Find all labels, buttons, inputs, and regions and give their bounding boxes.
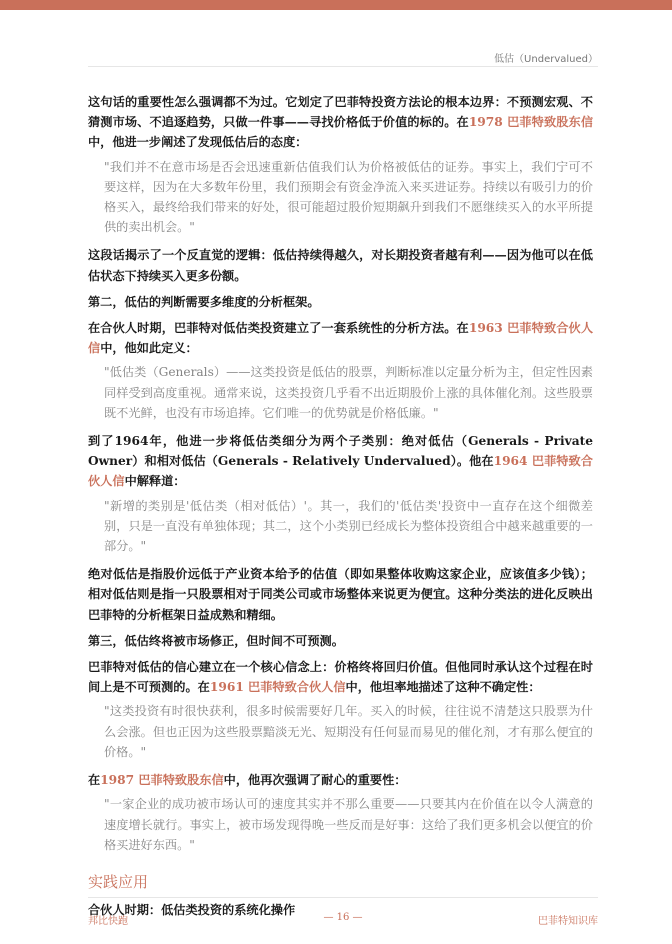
blockquote: "低估类（Generals）——这类投资是低估的股票，判断标准以定量分析为主，但定性因素同样受到高度重视。通常来说，这类投资几乎看不出近期股价上涨的具体催化剂。这些股票既不光鲜，也没有市场追捧。它们唯一的优势就是价格低廉。" (104, 365, 593, 420)
letter-link[interactable]: 1987 巴菲特致股东信 (100, 773, 224, 788)
blockquote: "新增的类别是'低估类（相对低估）'。其一，我们的'低估类'投资中一直存在这个细微差别，只是一直没有单独体现；其二，这个小类别已经成长为整体投资组合中越来越重要的一部分。" (104, 498, 593, 554)
paragraph: 第三，低估终将被市场修正，但时间不可预测。 (88, 633, 344, 648)
paragraph: 合伙人时期：低估类投资的系统化操作 (88, 902, 296, 917)
footer-divider (88, 897, 598, 898)
footer-source: 巴菲特知识库 (538, 916, 598, 927)
paragraph: 第二，低估的判断需要多维度的分析框架。 (88, 294, 320, 309)
page-number: — 16 — (323, 912, 363, 923)
paragraph: 到了1964年，他进一步将低估类细分为两个子类别：绝对低估（Generals - Private Owner）和相对低估（Generals - Relatively Undervalued）。他在1964 巴菲特致合伙人信中解释道： (88, 434, 593, 489)
paragraph: 这句话的重要性怎么强调都不为过。它划定了巴菲特投资方法论的根本边界：不预测宏观、不猜测市场、不追逐趋势，只做一件事——寻找价格低于价值的标的。在1978 巴菲特致股东信中，他进一步阐述了发现低估后的态度： (88, 95, 594, 150)
letter-link[interactable]: 1963 巴菲特致合伙人信 (88, 321, 594, 356)
top-accent-bar (0, 0, 672, 10)
letter-link[interactable]: 1964 巴菲特致合伙人信 (88, 454, 593, 489)
letter-link[interactable]: 1961 巴菲特致合伙人信 (209, 680, 346, 695)
paragraph: 巴菲特对低估的信心建立在一个核心信念上：价格终将回归价值。但他同时承认这个过程在时间上是不可预测的。在1961 巴菲特致合伙人信中，他坦率地描述了这种不确定性： (88, 660, 593, 695)
document-body (88, 92, 593, 926)
blockquote: "这类投资有时很快获利，很多时候需要好几年。买入的时候，往往说不清楚这只股票为什么会涨。但也正因为这些股票黯淡无光、短期没有任何显而易见的催化剂，才有那么便宜的价格。" (104, 704, 593, 759)
paragraph: 这段话揭示了一个反直觉的逻辑：低估持续得越久，对长期投资者越有利——因为他可以在低估状态下持续买入更多份额。 (88, 248, 593, 283)
running-header: 低估（Undervalued） (494, 54, 598, 65)
letter-link[interactable]: 1978 巴菲特致股东信 (468, 115, 594, 130)
section-heading: 实践应用 (88, 872, 149, 891)
blockquote: "我们并不在意市场是否会迅速重新估值我们认为价格被低估的证券。事实上，我们宁可不要这样，因为在大多数年份里，我们预期会有资金净流入来买进证券。持续以有吸引力的价格买入，最终给我们带来的好处，很可能超过股价短期飙升到我们不愿继续买入的水平所提供的卖出机会。" (104, 159, 593, 235)
paragraph: 在合伙人时期，巴菲特对低估类投资建立了一套系统性的分析方法。在1963 巴菲特致合伙人信中，他如此定义： (88, 321, 594, 356)
footer-author: 邦比快跑 (88, 916, 128, 927)
paragraph: 在1987 巴菲特致股东信中，他再次强调了耐心的重要性： (88, 773, 407, 788)
header-divider (88, 66, 598, 67)
blockquote: "一家企业的成功被市场认可的速度其实并不那么重要——只要其内在价值在以令人满意的速度增长就行。事实上，被市场发现得晚一些反而是好事：这给了我们更多机会以便宜的价格买进好东西。" (104, 797, 593, 852)
paragraph: 绝对低估是指股价远低于产业资本给予的估值（即如果整体收购这家企业，应该值多少钱）；相对低估则是指一只股票相对于同类公司或市场整体来说更为便宜。这种分类法的进化反映出巴菲特的分析框架日益成熟和精细。 (88, 567, 593, 622)
